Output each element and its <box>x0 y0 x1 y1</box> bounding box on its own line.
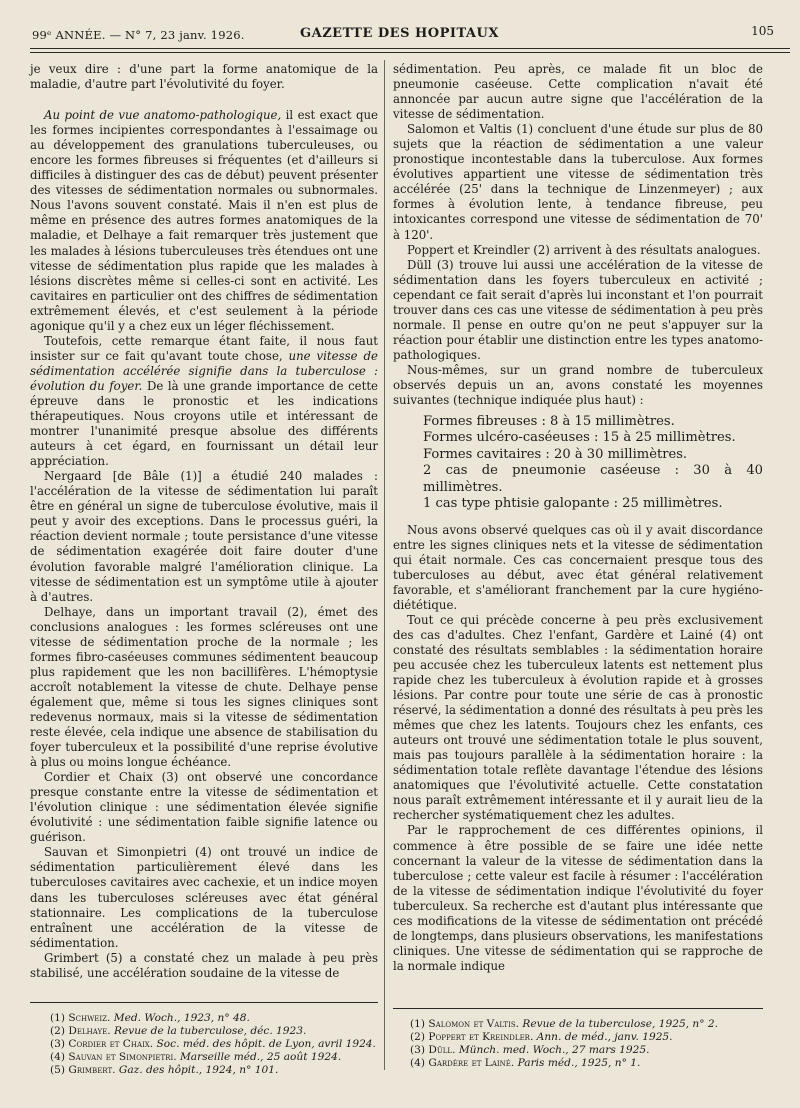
paragraph: Nous-mêmes, sur un grand nombre de tuberculeux observés depuis un an, avons constaté les moyennes suivantes (technique indiquée plus haut) : <box>393 362 763 408</box>
list-item: Formes ulcéro-caséeuses : 15 à 25 millimètres. <box>423 430 736 446</box>
paragraph: Au point de vue anatomo-pathologique, il est exact que les formes incipientes correspondantes à l'essaimage ou au développement des granulations tuberculeuses, ou encore les formes fibreuses si fréquentes (et d'ailleurs si difficiles à distinguer des cas de début) peuvent présenter des vitesses de sédimentation normales ou subnormales. Nous l'avons souvent constaté. Mais il n'en est plus de même en présence des autres formes anatomiques de la maladie, et Delhaye a fait remarquer très justement que les malades à lésions tuberculeuses très étendues ont une vitesse de sédimentation plus rapide que les malades à lésions discrètes même si celles-ci sont en activité. Les cavitaires en particulier ont des chiffres de sédimentation extrêmement élevés, et c'est seulement à la période agonique qu'il y a chez eux un léger fléchissement. <box>30 108 378 333</box>
paragraph: Nergaard [de Bâle (1)] a étudié 240 malades : l'accélération de la vitesse de sédimentation lui paraît être en général un signe de tuberculose évolutive, mais il peut y avoir des exceptions. Dans le processus guéri, la réaction devient normale ; toute persistance d'une vitesse de sédimentation exagérée doit faire douter d'une évolution favorable malgré l'amélioration clinique. La vitesse de sédimentation est un symptôme utile à ajouter à d'autres. <box>30 469 378 604</box>
paragraph: Tout ce qui précède concerne à peu près exclusivement des cas d'adultes. Chez l'enfant, Gardère et Lainé (4) ont constaté des résultats semblables : la sédimentation horaire peu accusée chez les tuberculeux latents est nettement plus rapide chez les tuberculeux à évolution rapide et à grosses lésions. Par contre pour toute une série de cas à pronostic réservé, la sédimentation a donné des résultats à peu près les mêmes que chez les latents. Toujours chez les enfants, ces auteurs ont trouvé une sédimentation totale le plus souvent, mais pas toujours parallèle à la sédimentation horaire : la sédimentation totale reflète davantage l'étendue des lésions anatomiques que l'évolutivité actuelle. Cette constatation nous paraît extrêmement intéressante et il y aurait lieu de la rechercher systématiquement chez les adultes. <box>393 612 763 823</box>
footnote: (2) Delhaye. Revue de la tuberculose, déc. 1923. <box>50 1025 307 1037</box>
footnote: (1) Schweiz. Med. Woch., 1923, n° 48. <box>50 1012 250 1024</box>
list-item: Formes fibreuses : 8 à 15 millimètres. <box>423 414 675 430</box>
list-item: Formes cavitaires : 20 à 30 millimètres. <box>423 446 688 462</box>
paragraph: Poppert et Kreindler (2) arrivent à des résultats analogues. <box>407 242 761 257</box>
footnote: (4) Sauvan et Simonpietri. Marseille méd., 25 août 1924. <box>50 1051 342 1063</box>
page-header <box>20 22 780 48</box>
left-footnotes <box>50 1012 376 1077</box>
paragraph: Delhaye, dans un important travail (2), émet des conclusions analogues : les formes scléreuses ont une vitesse de sédimentation proche de la normale ; les formes fibro-caséeuses communes sédimentent beaucoup plus rapidement que les non bacillifères. L'hémoptysie accroît notablement la vitesse de chute. Delhaye pense également que, même si tous les signes cliniques sont redevenus normaux, mais si la vitesse de sédimentation reste élevée, cela indique une absence de stabilisation du foyer tuberculeux et la possibilité d'une reprise évolutive à plus ou moins longue échéance. <box>30 604 378 770</box>
list-item: 1 cas type phtisie galopante : 25 millimètres. <box>423 496 723 512</box>
issue-info: 99ᵉ ANNÉE. — N° 7, 23 janv. 1926. <box>32 28 245 42</box>
column-divider <box>384 60 385 1070</box>
footnote-rule-left <box>30 1002 378 1003</box>
header-rule <box>30 48 790 49</box>
footnote: (4) Gardère et Lainé. Paris méd., 1925, n° 1. <box>410 1057 641 1069</box>
right-footnotes <box>410 1018 718 1070</box>
paragraph: Toutefois, cette remarque étant faite, il nous faut insister sur ce fait qu'avant toute chose, une vitesse de sédimentation accélérée signifie dans la tuberculose : évolution du foyer. De là une grande importance de cette épreuve dans le pronostic et les indications thérapeutiques. Nous croyons utile et intéressant de montrer l'unanimité presque absolue des différents auteurs à cet égard, en fournissant un détail leur appréciation. <box>30 333 379 469</box>
paragraph: Par le rapprochement de ces différentes opinions, il commence à être possible de se faire une idée nette concernant la valeur de la vitesse de sédimentation dans la tuberculose ; cette valeur est facile à résumer : l'accélération de la vitesse de sédimentation indique l'évolutivité du foyer tuberculeux. Sa recherche est d'autant plus intéressante que ces modifications de la vitesse de sédimentation ont précédé de longtemps, dans plusieurs observations, les manifestations cliniques. Une vitesse de sédimentation qui se rapproche de la normale indique <box>393 823 763 973</box>
measurement-list <box>393 414 763 512</box>
list-item: 2 cas de pneumonie caséeuse : 30 à 40 millimètres. <box>423 463 763 495</box>
paragraph: Salomon et Valtis (1) concluent d'une étude sur plus de 80 sujets que la réaction de sédimentation a une valeur pronostique incontestable dans la tuberculose. Aux formes évolutives appartient une vitesse de sédimentation très accélérée (25' dans la technique de Linzenmeyer) ; aux formes à évolution lente, à tendance fibreuse, peu intoxicantes correspond une vitesse de sédimentation de 70' à 120'. <box>393 122 763 242</box>
footnote: (5) Grimbert. Gaz. des hôpit., 1924, n° 101. <box>50 1064 279 1076</box>
page-number: 105 <box>751 24 774 38</box>
paragraph: Sauvan et Simonpietri (4) ont trouvé un indice de sédimentation particulièrement élevé dans les tuberculoses cavitaires avec cachexie, et un indice moyen dans les tuberculoses scléreuses avec état général stationnaire. Les complications de la tuberculose entraînent une accélération de la vitesse de sédimentation. <box>30 845 378 950</box>
right-column <box>393 62 763 974</box>
journal-title: GAZETTE DES HOPITAUX <box>300 26 499 41</box>
header-rule-thin <box>30 52 790 53</box>
paragraph: Cordier et Chaix (3) ont observé une concordance presque constante entre la vitesse de sédimentation et l'évolution clinique : une sédimentation élevée signifie évolutivité : une sédimentation faible signifie latence ou guérison. <box>30 770 378 845</box>
paragraph: Grimbert (5) a constaté chez un malade à peu près stabilisé, une accélération soudaine de la vitesse de <box>30 950 378 980</box>
paragraph: sédimentation. Peu après, ce malade fit un bloc de pneumonie caséeuse. Cette complication n'avait été annoncée par aucun autre signe que l'accélération de la vitesse de sédimentation. <box>393 62 763 122</box>
paragraph: je veux dire : d'une part la forme anatomique de la maladie, d'autre part l'évolutivité du foyer. <box>30 62 378 92</box>
footnote-rule-right <box>393 1008 763 1009</box>
footnote: (2) Poppert et Kreindler. Ann. de méd., janv. 1925. <box>410 1031 673 1043</box>
footnote: (3) Cordier et Chaix. Soc. méd. des hôpit. de Lyon, avril 1924. <box>50 1038 376 1050</box>
italic-lead: Au point de vue anatomo-pathologique, <box>44 108 282 123</box>
paragraph: Nous avons observé quelques cas où il y avait discordance entre les signes cliniques nets et la vitesse de sédimentation qui était normale. Ces cas concernaient presque tous des tuberculoses au début, avec état général relativement favorable, et s'améliorant franchement par la cure hygiéno-diététique. <box>393 522 763 612</box>
paragraph: Düll (3) trouve lui aussi une accélération de la vitesse de sédimentation dans les foyers tuberculeux en activité ; cependant ce fait serait d'après lui inconstant et l'on pourrait trouver dans ces cas une vitesse de sédimentation à peu près normale. Il pense en outre qu'on ne peut s'appuyer sur la réaction pour établir une distinction entre les types anatomo-pathologiques. <box>393 257 763 362</box>
footnote: (3) Düll. Münch. med. Woch., 27 mars 1925. <box>410 1044 650 1056</box>
italic-emphasis: une vitesse de sédimentation accélérée signifie dans la tuberculose : évolution du foyer. <box>30 348 378 393</box>
left-column <box>30 62 378 981</box>
footnote: (1) Salomon et Valtis. Revue de la tuberculose, 1925, n° 2. <box>410 1018 719 1030</box>
